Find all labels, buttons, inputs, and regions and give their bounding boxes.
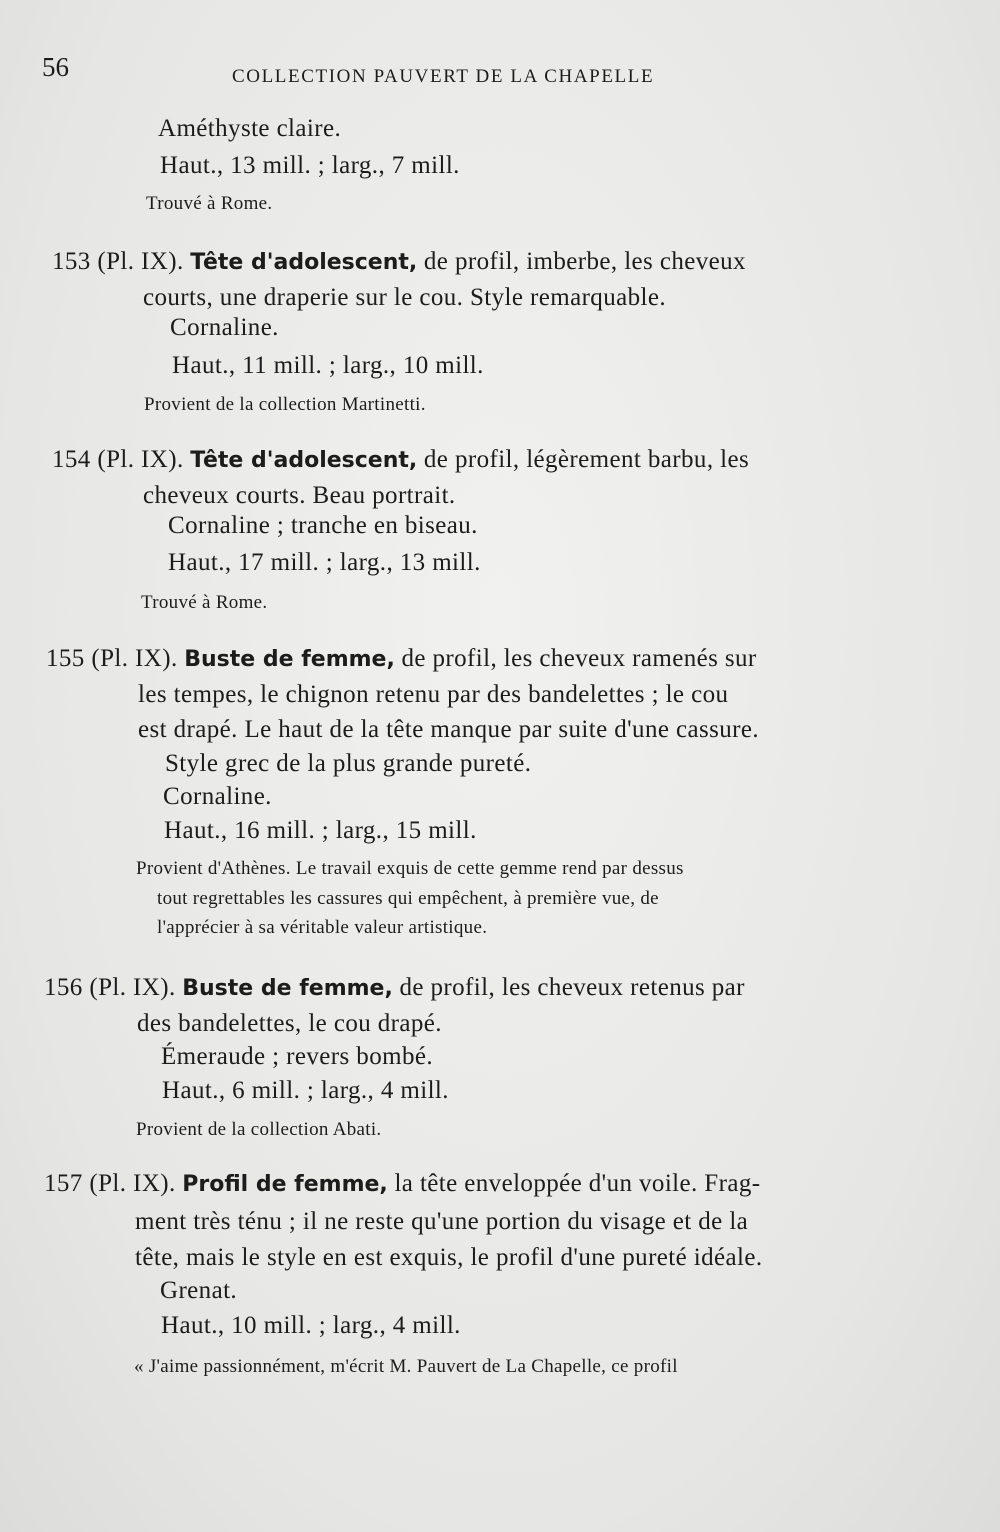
entry-number: 153	[52, 248, 91, 275]
entry-title: Tête d'adolescent,	[190, 250, 418, 275]
entry-155-material: Cornaline.	[163, 783, 272, 810]
entry-156-material: Émeraude ; revers bombé.	[161, 1043, 433, 1070]
entry-description: de profil, imberbe, les cheveux	[423, 248, 746, 275]
entry-157-note: « J'aime passionnément, m'écrit M. Pauvert de La Chapelle, ce profil	[134, 1356, 678, 1377]
entry-description: de profil, légèrement barbu, les	[423, 446, 750, 473]
entry-153-desc-line: courts, une draperie sur le cou. Style remarquable.	[143, 284, 666, 311]
entry-153-note: Provient de la collection Martinetti.	[144, 394, 426, 415]
entry-155-desc-line: est drapé. Le haut de la tête manque par suite d'une cassure.	[138, 716, 760, 743]
plate-reference: (Pl. IX).	[97, 446, 184, 473]
entry-description: de profil, les cheveux ramenés sur	[401, 645, 757, 672]
page-number: 56	[42, 52, 69, 82]
entry-153-material: Cornaline.	[170, 314, 279, 341]
entry-155-dimensions: Haut., 16 mill. ; larg., 15 mill.	[164, 817, 477, 844]
entry-156-dimensions: Haut., 6 mill. ; larg., 4 mill.	[162, 1077, 449, 1104]
entry-157-dimensions: Haut., 10 mill. ; larg., 4 mill.	[161, 1312, 461, 1339]
entry-number: 157	[44, 1170, 83, 1197]
entry-155-desc-line: les tempes, le chignon retenu par des bandelettes ; le cou	[138, 681, 729, 708]
entry-156-desc-line: des bandelettes, le cou drapé.	[137, 1010, 442, 1037]
entry-154-first-line	[52, 446, 749, 474]
entry-155-note: l'apprécier à sa véritable valeur artistique.	[157, 917, 488, 938]
continuation-material: Améthyste claire.	[158, 115, 342, 142]
entry-number: 156	[44, 974, 83, 1001]
entry-title: Buste de femme,	[184, 647, 395, 672]
entry-157-first-line	[44, 1170, 760, 1198]
entry-156-note: Provient de la collection Abati.	[136, 1119, 382, 1140]
entry-description: la tête enveloppée d'un voile. Frag-	[394, 1170, 761, 1197]
running-title: COLLECTION PAUVERT DE LA CHAPELLE	[232, 66, 655, 87]
entry-155-desc-line: Style grec de la plus grande pureté.	[165, 750, 532, 777]
entry-155-note: tout regrettables les cassures qui empêchent, à première vue, de	[157, 888, 659, 909]
entry-154-dimensions: Haut., 17 mill. ; larg., 13 mill.	[168, 549, 481, 576]
continuation-provenance: Trouvé à Rome.	[146, 193, 273, 214]
entry-number: 155	[46, 645, 85, 672]
entry-number: 154	[52, 446, 91, 473]
plate-reference: (Pl. IX).	[91, 645, 178, 672]
entry-154-note: Trouvé à Rome.	[141, 592, 268, 613]
entry-title: Tête d'adolescent,	[190, 448, 418, 473]
plate-reference: (Pl. IX).	[97, 248, 184, 275]
entry-description: de profil, les cheveux retenus par	[399, 974, 745, 1001]
continuation-dimensions: Haut., 13 mill. ; larg., 7 mill.	[160, 152, 460, 179]
entry-153-first-line	[52, 248, 746, 276]
entry-155-note: Provient d'Athènes. Le travail exquis de cette gemme rend par dessus	[136, 858, 684, 879]
entry-153-dimensions: Haut., 11 mill. ; larg., 10 mill.	[172, 352, 484, 379]
entry-155-first-line	[46, 645, 757, 673]
plate-reference: (Pl. IX).	[89, 1170, 176, 1197]
entry-title: Buste de femme,	[182, 976, 393, 1001]
entry-157-desc-line: ment très ténu ; il ne reste qu'une portion du visage et de la	[135, 1208, 749, 1235]
entry-154-material: Cornaline ; tranche en biseau.	[168, 512, 478, 539]
entry-title: Profil de femme,	[182, 1172, 388, 1197]
plate-reference: (Pl. IX).	[89, 974, 176, 1001]
entry-157-desc-line: tête, mais le style en est exquis, le profil d'une pureté idéale.	[135, 1244, 763, 1271]
entry-157-material: Grenat.	[160, 1277, 238, 1304]
entry-156-first-line	[44, 974, 745, 1002]
entry-154-desc-line: cheveux courts. Beau portrait.	[143, 482, 456, 509]
